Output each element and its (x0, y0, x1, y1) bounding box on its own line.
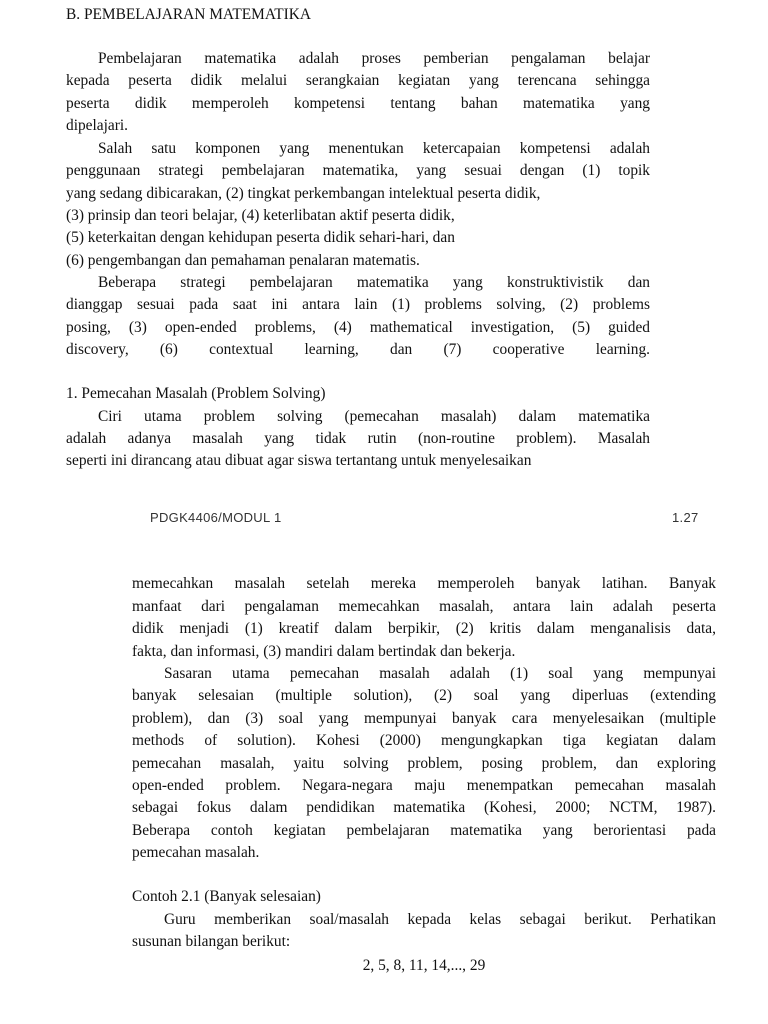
paragraph-line: discovery, (6) contextual learning, dan (7) cooperative learning. (66, 341, 650, 358)
paragraph-line: susunan bilangan berikut: (132, 933, 291, 950)
section-heading: B. PEMBELAJARAN MATEMATIKA (66, 6, 311, 23)
subsection-heading: 1. Pemecahan Masalah (Problem Solving) (66, 385, 326, 402)
paragraph-line: (5) keterkaitan dengan kehidupan peserta didik sehari-hari, dan (66, 229, 455, 246)
paragraph-line: pemecahan masalah. (132, 844, 260, 861)
paragraph-line: Beberapa strategi pembelajaran matematika yang konstruktivistik dan (98, 274, 650, 291)
number-sequence: 2, 5, 8, 11, 14,..., 29 (362, 957, 486, 974)
paragraph-line: manfaat dari pengalaman memecahkan masalah, antara lain adalah peserta (132, 598, 716, 615)
paragraph-line: sebagai fokus dalam pendidikan matematika (Kohesi, 2000; NCTM, 1987). (132, 799, 716, 816)
paragraph-line: adalah adanya masalah yang tidak rutin (non-routine problem). Masalah (66, 430, 650, 447)
paragraph-line: Guru memberikan soal/masalah kepada kelas sebagai berikut. Perhatikan (164, 911, 716, 928)
paragraph-line: kepada peserta didik melalui serangkaian kegiatan yang terencana sehingga (66, 72, 650, 89)
paragraph-line: dipelajari. (66, 117, 128, 134)
paragraph-line: peserta didik memperoleh kompetensi tentang bahan matematika yang (66, 95, 650, 112)
paragraph-line: open-ended problem. Negara-negara maju menempatkan pemecahan masalah (132, 777, 716, 794)
paragraph-line: problem), dan (3) soal yang mempunyai banyak cara menyelesaikan (multiple (132, 710, 716, 727)
paragraph-line: banyak selesaian (multiple solution), (2) soal yang diperluas (extending (132, 687, 716, 704)
footer-module-code: PDGK4406/MODUL 1 (150, 510, 282, 525)
paragraph-line: seperti ini dirancang atau dibuat agar siswa tertantang untuk menyelesaikan (66, 452, 532, 469)
paragraph-line: fakta, dan informasi, (3) mandiri dalam bertindak dan bekerja. (132, 643, 516, 660)
paragraph-line: Beberapa contoh kegiatan pembelajaran matematika yang berorientasi pada (132, 822, 716, 839)
paragraph-line: (3) prinsip dan teori belajar, (4) keterlibatan aktif peserta didik, (66, 207, 455, 224)
paragraph-line: Pembelajaran matematika adalah proses pemberian pengalaman belajar (98, 50, 650, 67)
example-heading: Contoh 2.1 (Banyak selesaian) (132, 888, 321, 905)
paragraph-line: penggunaan strategi pembelajaran matematika, yang sesuai dengan (1) topik (66, 162, 650, 179)
paragraph-line: didik menjadi (1) kreatif dalam berpikir, (2) kritis dalam menganalisis data, (132, 620, 716, 637)
paragraph-line: yang sedang dibicarakan, (2) tingkat perkembangan intelektual peserta didik, (66, 185, 541, 202)
paragraph-line: posing, (3) open-ended problems, (4) mathematical investigation, (5) guided (66, 319, 650, 336)
paragraph-line: Sasaran utama pemecahan masalah adalah (1) soal yang mempunyai (164, 665, 716, 682)
paragraph-line: dianggap sesuai pada saat ini antara lain (1) problems solving, (2) problems (66, 296, 650, 313)
paragraph-line: methods of solution). Kohesi (2000) mengungkapkan tiga kegiatan dalam (132, 732, 716, 749)
paragraph-line: (6) pengembangan dan pemahaman penalaran matematis. (66, 252, 420, 269)
paragraph-line: memecahkan masalah setelah mereka memperoleh banyak latihan. Banyak (132, 575, 716, 592)
paragraph-line: Salah satu komponen yang menentukan ketercapaian kompetensi adalah (98, 140, 650, 157)
paragraph-line: pemecahan masalah, yaitu solving problem, posing problem, dan exploring (132, 755, 716, 772)
paragraph-line: Ciri utama problem solving (pemecahan masalah) dalam matematika (98, 408, 650, 425)
footer-page-number: 1.27 (672, 510, 699, 525)
